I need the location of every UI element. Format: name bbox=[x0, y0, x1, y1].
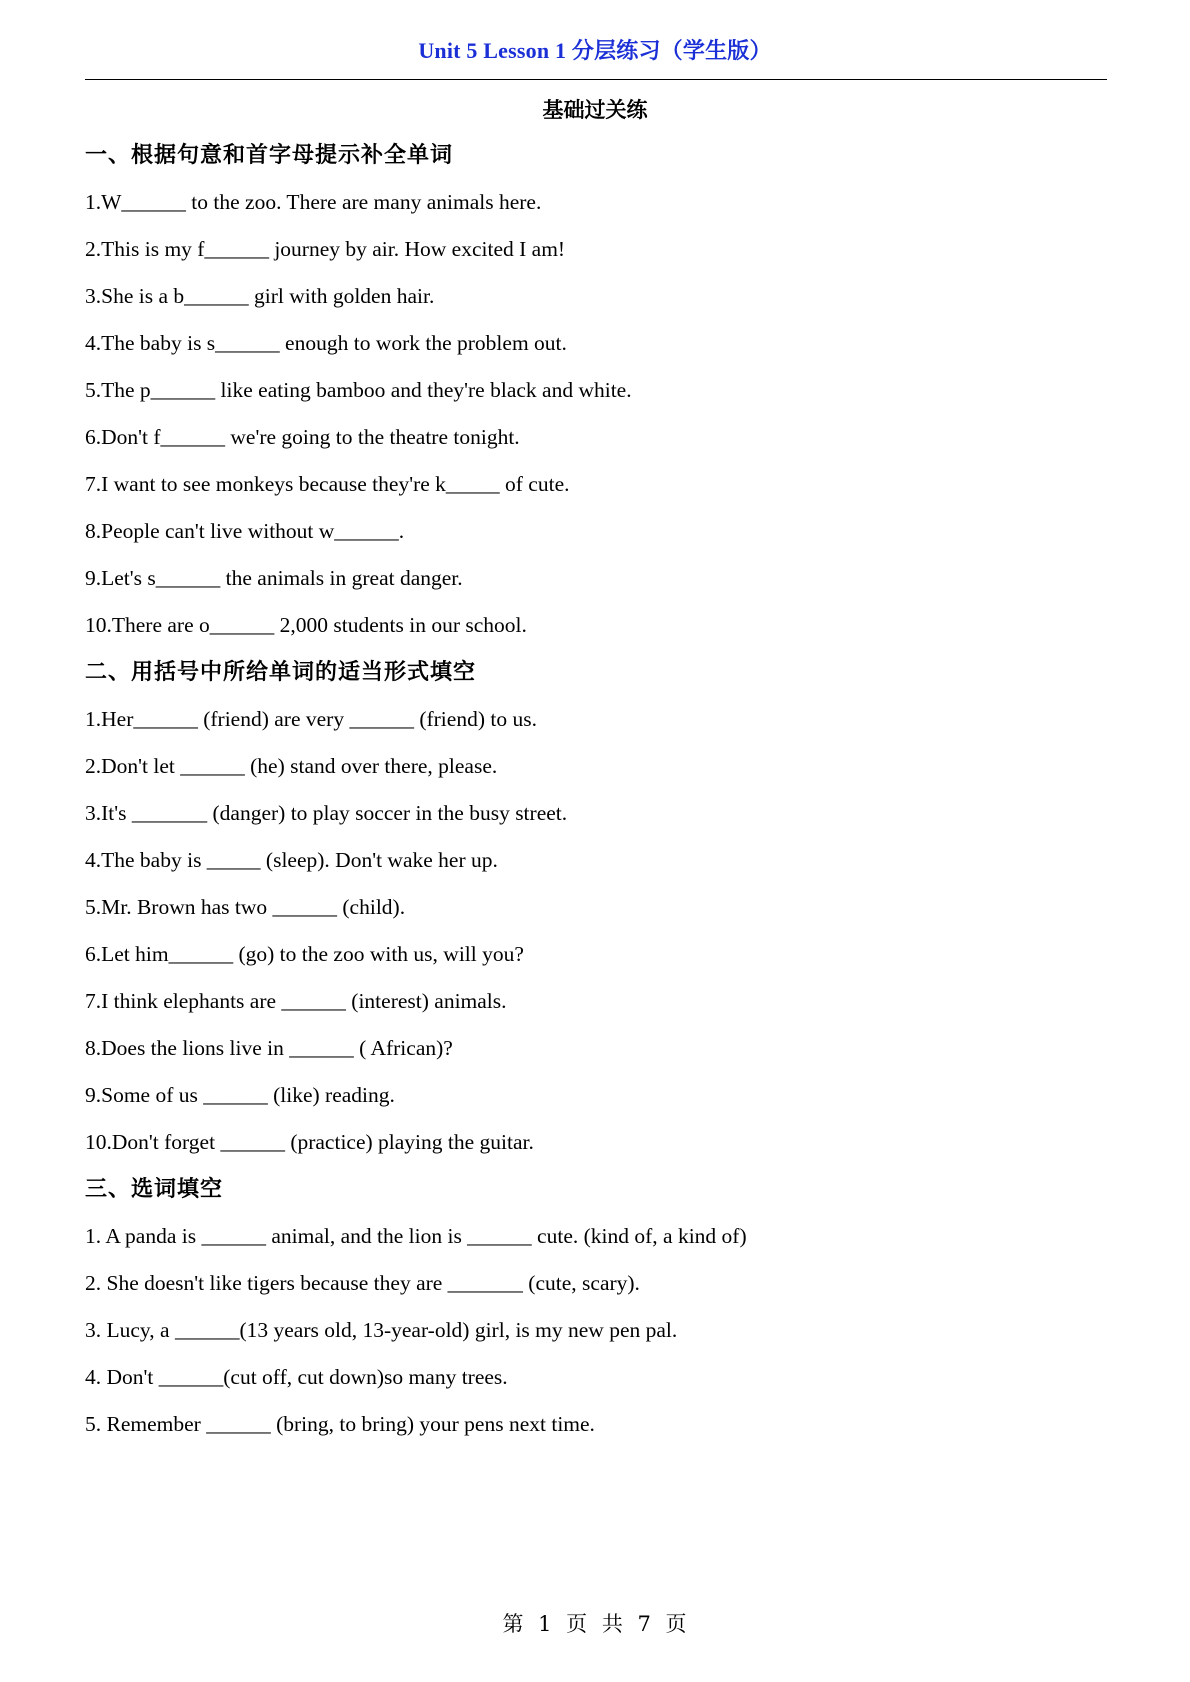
question-2-6: 6.Let him______ (go) to the zoo with us, will you? bbox=[85, 942, 524, 966]
question-1-4: 4.The baby is s______ enough to work the problem out. bbox=[85, 331, 567, 355]
part-heading-1: 一、根据句意和首字母提示补全单词 bbox=[85, 143, 454, 168]
question-2-9: 9.Some of us ______ (like) reading. bbox=[85, 1083, 395, 1107]
question-3-5: 5. Remember ______ (bring, to bring) your pens next time. bbox=[85, 1412, 595, 1436]
question-1-6: 6.Don't f______ we're going to the theatre tonight. bbox=[85, 425, 520, 449]
question-3-3: 3. Lucy, a ______(13 years old, 13-year-old) girl, is my new pen pal. bbox=[85, 1318, 678, 1342]
question-3-1: 1. A panda is ______ animal, and the lion is ______ cute. (kind of, a kind of) bbox=[85, 1224, 747, 1248]
question-1-2: 2.This is my f______ journey by air. How excited I am! bbox=[85, 237, 566, 261]
question-2-2: 2.Don't let ______ (he) stand over there, please. bbox=[85, 754, 498, 778]
document-title: Unit 5 Lesson 1 分层练习（学生版） bbox=[418, 38, 772, 63]
question-1-3: 3.She is a b______ girl with golden hair. bbox=[85, 284, 435, 308]
question-2-1: 1.Her______ (friend) are very ______ (friend) to us. bbox=[85, 707, 537, 731]
question-2-10: 10.Don't forget ______ (practice) playing the guitar. bbox=[85, 1130, 534, 1154]
question-1-7: 7.I want to see monkeys because they're k_____ of cute. bbox=[85, 472, 570, 496]
question-2-4: 4.The baby is _____ (sleep). Don't wake her up. bbox=[85, 848, 498, 872]
question-3-4: 4. Don't ______(cut off, cut down)so many trees. bbox=[85, 1365, 508, 1389]
page-number: 第 1 页 共 7 页 bbox=[502, 1612, 688, 1636]
question-2-7: 7.I think elephants are ______ (interest) animals. bbox=[85, 989, 507, 1013]
question-1-8: 8.People can't live without w______. bbox=[85, 519, 405, 543]
question-1-10: 10.There are o______ 2,000 students in our school. bbox=[85, 613, 527, 637]
question-1-5: 5.The p______ like eating bamboo and they're black and white. bbox=[85, 378, 632, 402]
question-1-9: 9.Let's s______ the animals in great danger. bbox=[85, 566, 463, 590]
section-title: 基础过关练 bbox=[542, 98, 648, 122]
worksheet-content bbox=[85, 132, 1105, 1448]
part-heading-3: 三、选词填空 bbox=[85, 1177, 224, 1202]
question-3-2: 2. She doesn't like tigers because they are _______ (cute, scary). bbox=[85, 1271, 640, 1295]
question-1-1: 1.W______ to the zoo. There are many animals here. bbox=[85, 190, 542, 214]
question-2-8: 8.Does the lions live in ______ ( African)? bbox=[85, 1036, 453, 1060]
part-heading-2: 二、用括号中所给单词的适当形式填空 bbox=[85, 660, 477, 685]
question-2-5: 5.Mr. Brown has two ______ (child). bbox=[85, 895, 406, 919]
question-2-3: 3.It's _______ (danger) to play soccer in the busy street. bbox=[85, 801, 568, 825]
header-divider bbox=[85, 79, 1107, 80]
